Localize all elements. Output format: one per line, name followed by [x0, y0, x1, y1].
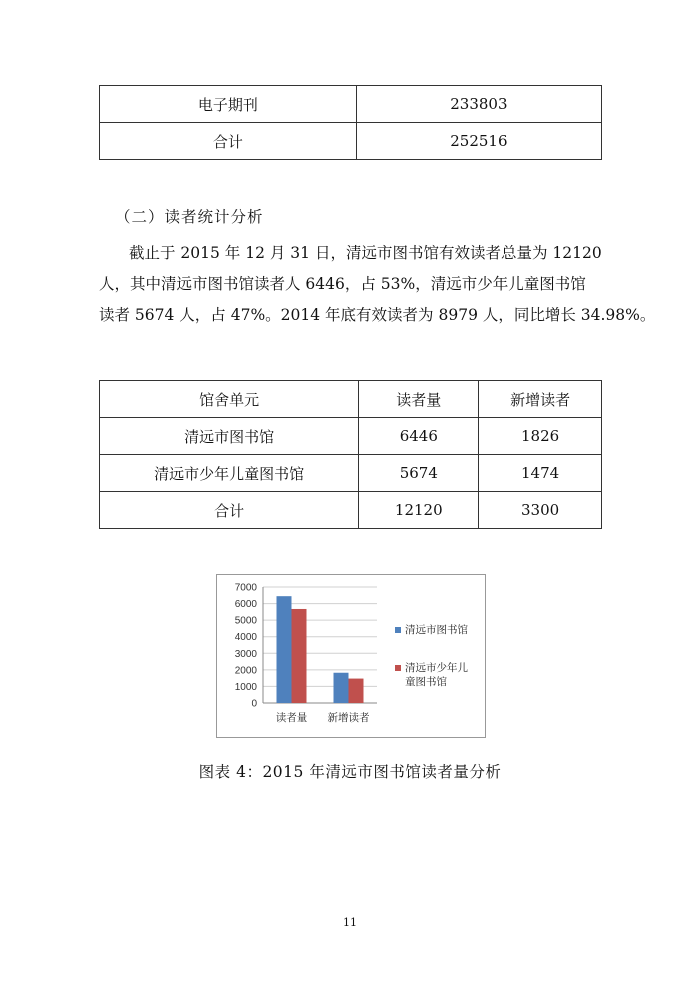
- section-heading: （二）读者统计分析: [115, 208, 264, 226]
- y-tick-label: 0: [251, 698, 257, 710]
- page-number: 11: [343, 916, 357, 929]
- legend-label: 童图书馆: [405, 676, 447, 688]
- y-tick-label: 5000: [234, 615, 257, 627]
- legend-swatch: [395, 665, 401, 671]
- chart-frame: [216, 574, 486, 738]
- bar: [334, 673, 349, 703]
- table-row: [100, 455, 602, 492]
- x-tick-label: 新增读者: [327, 712, 370, 724]
- table-cell: 252516: [356, 123, 601, 160]
- header-cell-new-readers: 新增读者: [479, 381, 602, 418]
- bar: [292, 609, 307, 703]
- table-cell: 233803: [356, 86, 601, 123]
- table-cell: 清远市少年儿童图书馆: [100, 455, 359, 492]
- header-cell-readers: 读者量: [359, 381, 479, 418]
- table-cell: 电子期刊: [100, 86, 357, 123]
- paragraph-line: 读者 5674 人，占 47%。2014 年底有效读者为 8979 人，同比增长 34.98%。: [99, 306, 656, 324]
- legend-label: 清远市图书馆: [405, 624, 468, 636]
- collection-table: [99, 85, 602, 160]
- table-row: [100, 86, 602, 123]
- reader-table: [99, 380, 602, 529]
- paragraph-line: 人，其中清远市图书馆读者人 6446，占 53%，清远市少年儿童图书馆: [99, 275, 586, 293]
- y-tick-label: 4000: [234, 632, 257, 644]
- table-cell: 1826: [479, 418, 602, 455]
- table-row: [100, 492, 602, 529]
- bar: [277, 596, 292, 703]
- paragraph-line: 截止于 2015 年 12 月 31 日，清远市图书馆有效读者总量为 12120: [129, 244, 602, 262]
- reader-bar-chart: [217, 575, 485, 737]
- table-cell: 6446: [359, 418, 479, 455]
- table-header-row: [100, 381, 602, 418]
- y-tick-label: 7000: [234, 582, 257, 594]
- x-tick-label: 读者量: [275, 712, 308, 724]
- table-cell: 清远市图书馆: [100, 418, 359, 455]
- table-cell: 5674: [359, 455, 479, 492]
- y-tick-label: 2000: [234, 665, 257, 677]
- table-row: [100, 123, 602, 160]
- legend-label: 清远市少年儿: [405, 662, 468, 674]
- figure-caption: 图表 4：2015 年清远市图书馆读者量分析: [198, 763, 502, 781]
- table-row: [100, 418, 602, 455]
- table-cell: 1474: [479, 455, 602, 492]
- body-paragraph: [99, 238, 656, 331]
- table-cell: 3300: [479, 492, 602, 529]
- y-tick-label: 1000: [234, 681, 257, 693]
- table-cell: 合计: [100, 492, 359, 529]
- y-tick-label: 3000: [234, 648, 257, 660]
- table-cell: 合计: [100, 123, 357, 160]
- header-cell-unit: 馆舍单元: [100, 381, 359, 418]
- y-tick-label: 6000: [234, 599, 257, 611]
- table-cell: 12120: [359, 492, 479, 529]
- bar: [349, 679, 364, 703]
- legend-swatch: [395, 627, 401, 633]
